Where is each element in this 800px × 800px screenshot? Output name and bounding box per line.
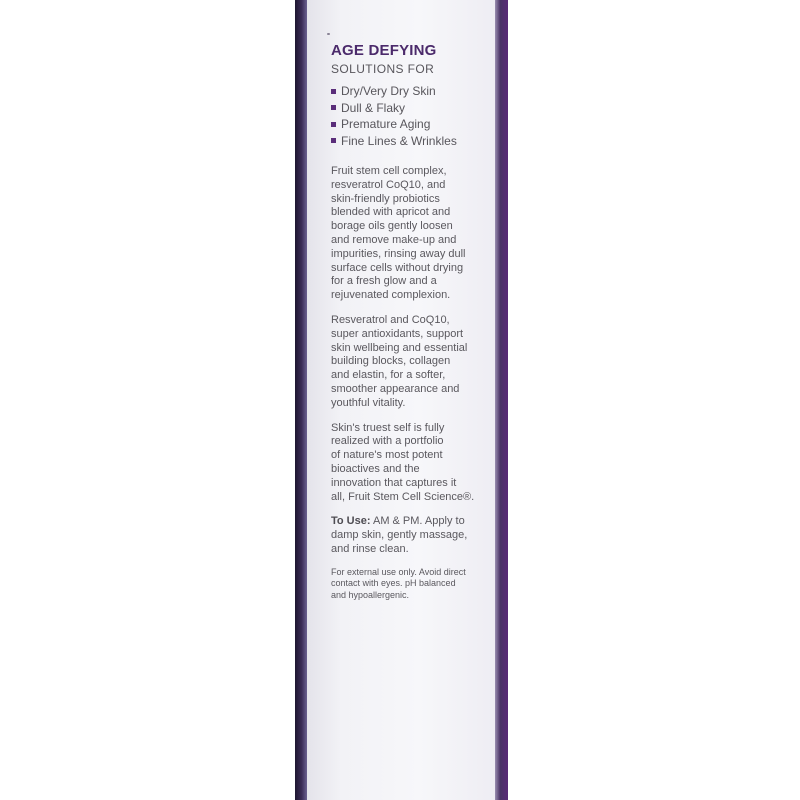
- panel-text: [331, 41, 491, 601]
- directions-label: To Use:: [331, 515, 371, 528]
- solution-label: Fine Lines & Wrinkles: [341, 133, 457, 148]
- solution-label: Dull & Flaky: [341, 100, 406, 115]
- panel-subheading: SOLUTIONS FOR: [331, 62, 435, 76]
- square-bullet-icon: [331, 138, 336, 143]
- description-paragraph: Fruit stem cell complex, resveratrol CoQ10, and skin-friendly probiotics blended with apricot and borage oils gently loosen and remove make-up and impurities, rinsing away dull surface cells without drying for a fresh glow and a rejuvenated complexion.: [331, 165, 466, 302]
- square-bullet-icon: [331, 122, 336, 127]
- list-item: [331, 100, 491, 117]
- warning-text: For external use only. Avoid direct contact with eyes. pH balanced and hypoallergenic.: [331, 566, 466, 600]
- list-item: [331, 133, 491, 150]
- box-right-edge: [495, 0, 508, 800]
- solution-label: Dry/Very Dry Skin: [341, 84, 436, 98]
- panel-heading: AGE DEFYING: [331, 42, 437, 59]
- square-bullet-icon: [331, 89, 336, 94]
- list-item: [331, 116, 491, 133]
- box-left-edge: [295, 0, 307, 800]
- directions-paragraph: [331, 515, 491, 556]
- square-bullet-icon: [331, 105, 336, 110]
- solution-label: Premature Aging: [341, 117, 431, 131]
- solutions-list: [331, 83, 491, 149]
- list-item: [331, 83, 491, 100]
- antioxidant-paragraph: Resveratrol and CoQ10, super antioxidants, support skin wellbeing and essential building blocks, collagen and elastin, for a softer, smoother appearance and youthful vitality.: [331, 313, 468, 409]
- science-paragraph: Skin's truest self is fully realized with a portfolio of nature's most potent bioactives and the innovation that captures it all, Fruit Stem Cell Science®.: [331, 421, 475, 503]
- directions-text: AM & PM. Apply to damp skin, gently massage, and rinse clean.: [331, 515, 468, 555]
- print-speck: [327, 33, 330, 35]
